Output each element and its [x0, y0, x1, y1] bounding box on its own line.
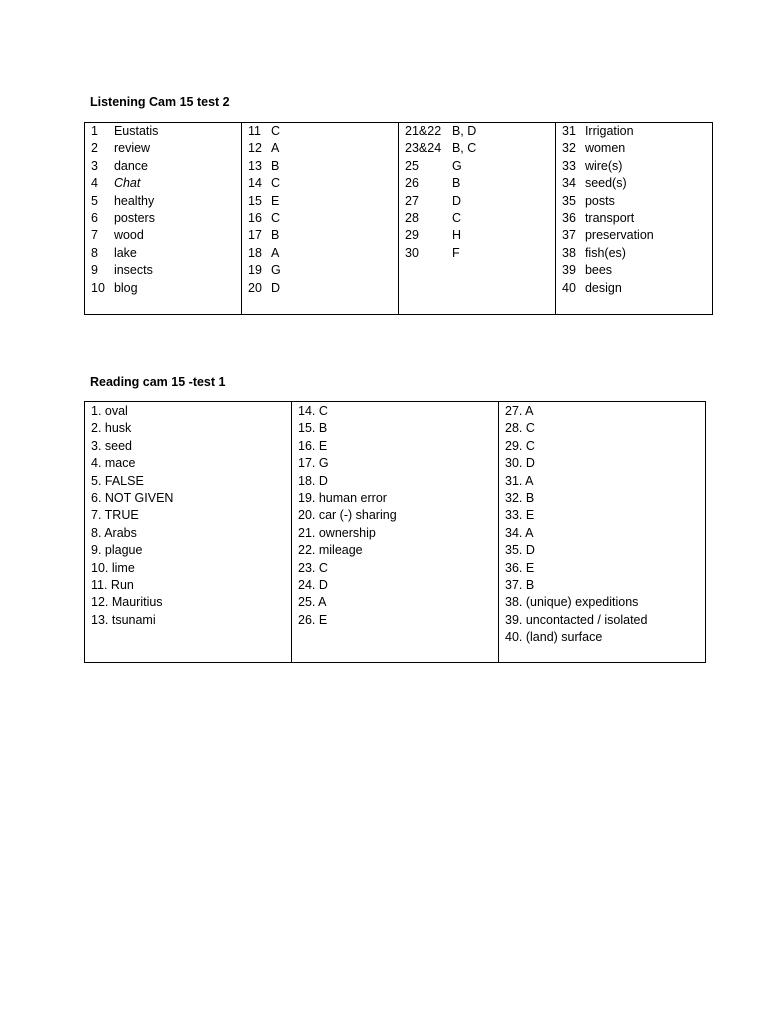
answer-row: [298, 473, 498, 490]
answer-row: [405, 227, 555, 244]
answer-text: posters: [113, 210, 155, 225]
answer-text: 10. lime: [91, 560, 135, 575]
answer-row: [91, 245, 241, 262]
answer-text: 9. plague: [91, 543, 143, 558]
answer-text: fish(es): [584, 245, 626, 260]
answer-row: [91, 262, 241, 279]
answer-text: 32. B: [505, 490, 535, 505]
answer-text: review: [113, 141, 151, 156]
answer-text: A: [270, 245, 280, 260]
answer-text: 19. human error: [298, 490, 387, 505]
answer-row: [562, 280, 712, 297]
answer-row: [405, 123, 555, 140]
answer-text: 40. (land) surface: [505, 630, 603, 645]
question-number: 1: [91, 124, 98, 138]
answer-text: 18. D: [298, 473, 328, 488]
answer-row: [91, 158, 241, 175]
answer-text: B: [270, 228, 280, 243]
answer-text: 36. E: [505, 560, 535, 575]
answer-text: 25. A: [298, 595, 327, 610]
answer-text: 16. E: [298, 438, 328, 453]
answer-text: G: [451, 158, 462, 173]
answer-row: [405, 210, 555, 227]
answer-text: B: [270, 158, 280, 173]
answer-text: lake: [113, 245, 137, 260]
reading-column-1: [85, 402, 292, 663]
question-number: 5: [91, 193, 98, 208]
answer-text: 26. E: [298, 612, 328, 627]
answer-row: [91, 473, 291, 490]
question-number: 2: [91, 141, 98, 156]
answer-text: 6. NOT GIVEN: [91, 490, 174, 505]
reading-answer-table: [84, 401, 706, 663]
question-number: 10: [91, 280, 105, 295]
answer-row: [298, 438, 498, 455]
answer-text: Eustatis: [113, 124, 159, 138]
answer-text: 22. mileage: [298, 543, 363, 558]
answer-row: [91, 577, 291, 594]
answer-row: [505, 612, 705, 629]
answer-row: [248, 245, 398, 262]
answer-text: 1. oval: [91, 404, 128, 418]
question-number: 20: [248, 280, 262, 295]
question-number: 36: [562, 210, 576, 225]
answer-text: H: [451, 228, 461, 243]
answer-row: [505, 594, 705, 611]
answer-text: Chat: [113, 176, 141, 191]
answer-text: blog: [113, 280, 138, 295]
answer-text: 14. C: [298, 404, 328, 418]
answer-row: [298, 420, 498, 437]
answer-row: [248, 193, 398, 210]
question-number: 6: [91, 210, 98, 225]
answer-row: [505, 455, 705, 472]
answer-text: dance: [113, 158, 149, 173]
answer-text: B, C: [451, 141, 477, 156]
question-number: 4: [91, 176, 98, 191]
listening-column-2: [242, 123, 399, 315]
question-number: 8: [91, 245, 98, 260]
answer-text: B: [451, 176, 461, 191]
answer-row: [91, 210, 241, 227]
answer-row: [248, 262, 398, 279]
answer-text: C: [451, 210, 461, 225]
answer-row: [298, 403, 498, 420]
answer-row: [91, 420, 291, 437]
answer-row: [562, 227, 712, 244]
answer-row: [91, 507, 291, 524]
question-number: 29: [405, 228, 419, 243]
answer-row: [298, 577, 498, 594]
answer-text: 28. C: [505, 421, 535, 436]
answer-text: D: [270, 280, 280, 295]
question-number: 25: [405, 158, 419, 173]
question-number: 3: [91, 158, 98, 173]
answer-text: F: [451, 245, 460, 260]
question-number: 18: [248, 245, 262, 260]
question-number: 16: [248, 210, 262, 225]
answer-row: [405, 193, 555, 210]
answer-text: 3. seed: [91, 438, 133, 453]
answer-text: E: [270, 193, 280, 208]
answer-text: 38. (unique) expeditions: [505, 595, 639, 610]
answer-row: [505, 420, 705, 437]
answer-text: 35. D: [505, 543, 535, 558]
answer-row: [505, 490, 705, 507]
answer-row: [505, 542, 705, 559]
answer-row: [298, 594, 498, 611]
answer-text: C: [270, 124, 280, 138]
answer-row: [562, 210, 712, 227]
answer-row: [91, 140, 241, 157]
answer-text: 7. TRUE: [91, 508, 139, 523]
reading-heading: Reading cam 15 -test 1: [90, 375, 226, 389]
answer-text: 11. Run: [91, 577, 134, 592]
answer-text: insects: [113, 263, 153, 278]
answer-row: [248, 227, 398, 244]
answer-text: design: [584, 280, 622, 295]
answer-row: [298, 490, 498, 507]
answer-row: [91, 123, 241, 140]
answer-text: 27. A: [505, 404, 534, 418]
question-number: 26: [405, 176, 419, 191]
answer-row: [505, 507, 705, 524]
listening-answer-table: [84, 122, 713, 315]
answer-text: bees: [584, 263, 613, 278]
question-number: 31: [562, 124, 576, 138]
answer-row: [405, 175, 555, 192]
answer-row: [91, 227, 241, 244]
answer-text: women: [584, 141, 626, 156]
answer-text: 4. mace: [91, 456, 136, 471]
answer-text: D: [451, 193, 461, 208]
answer-row: [248, 158, 398, 175]
question-number: 33: [562, 158, 576, 173]
answer-text: B, D: [451, 124, 477, 138]
answer-text: healthy: [113, 193, 155, 208]
answer-text: posts: [584, 193, 615, 208]
answer-text: preservation: [584, 228, 654, 243]
answer-row: [562, 140, 712, 157]
answer-text: 24. D: [298, 577, 328, 592]
answer-text: 12. Mauritius: [91, 595, 163, 610]
answer-text: 37. B: [505, 577, 535, 592]
answer-row: [505, 438, 705, 455]
answer-row: [298, 560, 498, 577]
answer-row: [91, 560, 291, 577]
answer-text: transport: [584, 210, 635, 225]
answer-row: [298, 455, 498, 472]
answer-row: [405, 158, 555, 175]
answer-row: [562, 245, 712, 262]
answer-row: [298, 507, 498, 524]
answer-row: [405, 140, 555, 157]
answer-text: C: [270, 176, 280, 191]
answer-row: [298, 612, 498, 629]
answer-text: 29. C: [505, 438, 535, 453]
answer-text: 2. husk: [91, 421, 132, 436]
answer-row: [405, 245, 555, 262]
answer-row: [248, 175, 398, 192]
question-number: 17: [248, 228, 262, 243]
question-number: 40: [562, 280, 576, 295]
answer-text: 15. B: [298, 421, 328, 436]
question-number: 28: [405, 210, 419, 225]
question-number: 9: [91, 263, 98, 278]
listening-column-1: [85, 123, 242, 315]
reading-column-2: [292, 402, 499, 663]
question-number: 34: [562, 176, 576, 191]
answer-row: [562, 123, 712, 140]
answer-row: [505, 403, 705, 420]
answer-row: [505, 560, 705, 577]
question-number: 19: [248, 263, 262, 278]
reading-column-3: [499, 402, 706, 663]
answer-row: [91, 594, 291, 611]
listening-column-4: [556, 123, 713, 315]
question-number: 23&24: [405, 141, 442, 156]
answer-row: [91, 490, 291, 507]
answer-text: 8. Arabs: [91, 525, 137, 540]
answer-text: wire(s): [584, 158, 623, 173]
answer-text: 20. car (-) sharing: [298, 508, 397, 523]
answer-row: [91, 280, 241, 297]
question-number: 13: [248, 158, 262, 173]
question-number: 37: [562, 228, 576, 243]
question-number: 32: [562, 141, 576, 156]
answer-row: [248, 210, 398, 227]
answer-row: [562, 175, 712, 192]
question-number: 30: [405, 245, 419, 260]
answer-row: [562, 193, 712, 210]
question-number: 38: [562, 245, 576, 260]
answer-row: [248, 280, 398, 297]
answer-row: [298, 525, 498, 542]
question-number: 12: [248, 141, 262, 156]
answer-row: [91, 612, 291, 629]
answer-row: [91, 193, 241, 210]
answer-text: 21. ownership: [298, 525, 376, 540]
question-number: 21&22: [405, 124, 442, 138]
answer-text: 39. uncontacted / isolated: [505, 612, 648, 627]
question-number: 39: [562, 263, 576, 278]
answer-text: 23. C: [298, 560, 328, 575]
answer-row: [91, 455, 291, 472]
question-number: 27: [405, 193, 419, 208]
question-number: 15: [248, 193, 262, 208]
question-number: 14: [248, 176, 262, 191]
answer-row: [505, 473, 705, 490]
listening-heading: Listening Cam 15 test 2: [90, 95, 230, 109]
answer-text: A: [270, 141, 280, 156]
answer-row: [298, 542, 498, 559]
answer-text: 31. A: [505, 473, 534, 488]
question-number: 11: [248, 124, 261, 138]
question-number: 35: [562, 193, 576, 208]
answer-row: [91, 175, 241, 192]
answer-text: G: [270, 263, 281, 278]
answer-text: 34. A: [505, 525, 534, 540]
answer-row: [91, 525, 291, 542]
answer-row: [505, 577, 705, 594]
answer-text: Irrigation: [584, 124, 634, 138]
answer-text: 5. FALSE: [91, 473, 144, 488]
answer-row: [91, 403, 291, 420]
answer-text: 33. E: [505, 508, 535, 523]
answer-row: [248, 140, 398, 157]
listening-column-3: [399, 123, 556, 315]
answer-row: [562, 158, 712, 175]
answer-text: C: [270, 210, 280, 225]
answer-row: [505, 629, 705, 646]
answer-text: 17. G: [298, 456, 329, 471]
answer-row: [248, 123, 398, 140]
answer-row: [505, 525, 705, 542]
question-number: 7: [91, 228, 98, 243]
answer-text: 30. D: [505, 456, 535, 471]
answer-text: seed(s): [584, 176, 627, 191]
answer-text: 13. tsunami: [91, 612, 156, 627]
answer-row: [562, 262, 712, 279]
answer-row: [91, 438, 291, 455]
answer-text: wood: [113, 228, 144, 243]
answer-row: [91, 542, 291, 559]
